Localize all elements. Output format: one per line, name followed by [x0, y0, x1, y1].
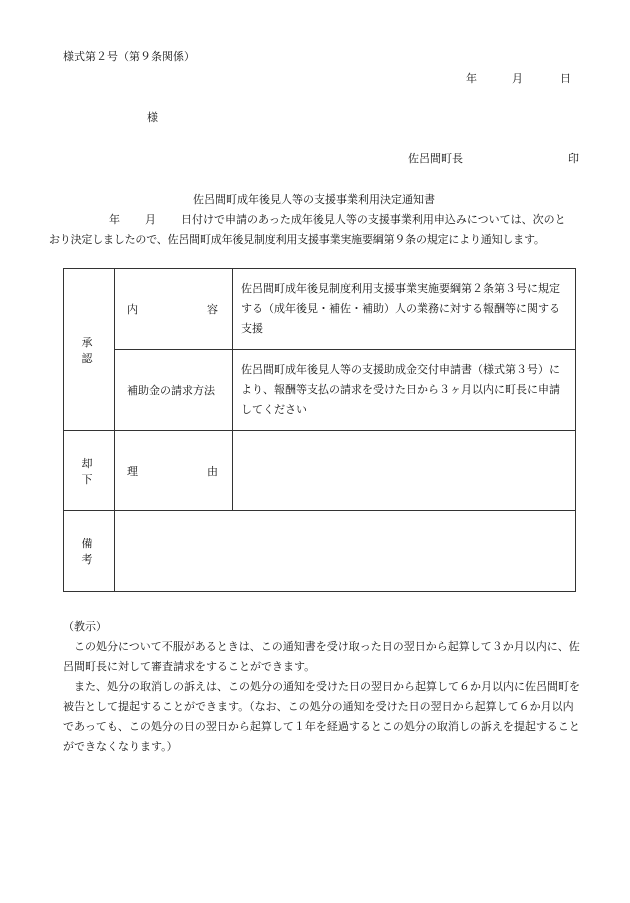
claim-label: 補助金の請求方法 [115, 350, 233, 431]
intro-line2: おり決定しましたので、佐呂間町成年後見制度利用支援事業実施要綱第９条の規定により通知します。 [49, 233, 545, 246]
claim-text: 佐呂間町成年後見人等の支援助成金交付申請書（様式第３号）により、報酬等支払の請求を受けた日から３ヶ月以内に町長に申請してください [233, 350, 576, 431]
reason-field [233, 431, 576, 511]
table-row [64, 269, 576, 350]
instructions-para-2: また、処分の取消しの訴えは、この処分の通知を受けた日の翌日から起算して６か月以内に佐呂間町を被告として提起することができます。（なお、この処分の通知を受けた日の翌日から起算して６か月以内であっても、この処分の日の翌日から起算して１年を経過するとこの処分の取消しの訴えを提起することができなくなります。） [63, 680, 580, 753]
seal-mark: 印 [568, 152, 579, 165]
instructions-para-1: この処分について不服があるときは、この通知書を受け取った日の翌日から起算して３か月以内に、佐呂間町長に対して審査請求をすることができます。 [63, 640, 580, 673]
table-row [64, 431, 576, 511]
decision-table [63, 268, 576, 592]
intro-month: 月 [145, 213, 156, 226]
intro-line1: 日付けで申請のあった成年後見人等の支援事業利用申込みについては、次のと [181, 213, 566, 226]
remarks-field [115, 511, 576, 592]
form-number: 様式第２号（第９条関係） [63, 50, 195, 63]
document-title: 佐呂間町成年後見人等の支援事業利用決定通知書 [193, 193, 435, 206]
reject-label: 却 下 [64, 431, 115, 511]
content-label-1: 内 [127, 303, 138, 316]
reason-label-1: 理 [127, 464, 138, 478]
content-label-2: 容 [207, 303, 218, 316]
reason-label-cell [115, 431, 233, 511]
table-row [64, 511, 576, 592]
sender-name: 佐呂間町長 [408, 152, 463, 165]
recipient-suffix: 様 [147, 111, 158, 124]
intro-year: 年 [109, 213, 120, 226]
content-text: 佐呂間町成年後見制度利用支援事業実施要綱第２条第３号に規定する（成年後見・補佐・補助）人の業務に対する報酬等に関する支援 [233, 269, 576, 350]
date-month: 月 [512, 72, 523, 85]
reason-label-2: 由 [207, 464, 218, 478]
content-label-cell [115, 269, 233, 350]
table-row [64, 350, 576, 431]
date-day: 日 [560, 72, 571, 85]
remarks-label: 備 考 [64, 511, 115, 592]
instructions-heading: （教示） [63, 620, 107, 633]
date-year: 年 [466, 72, 477, 85]
approval-label: 承 認 [64, 269, 115, 431]
instructions [63, 617, 583, 757]
